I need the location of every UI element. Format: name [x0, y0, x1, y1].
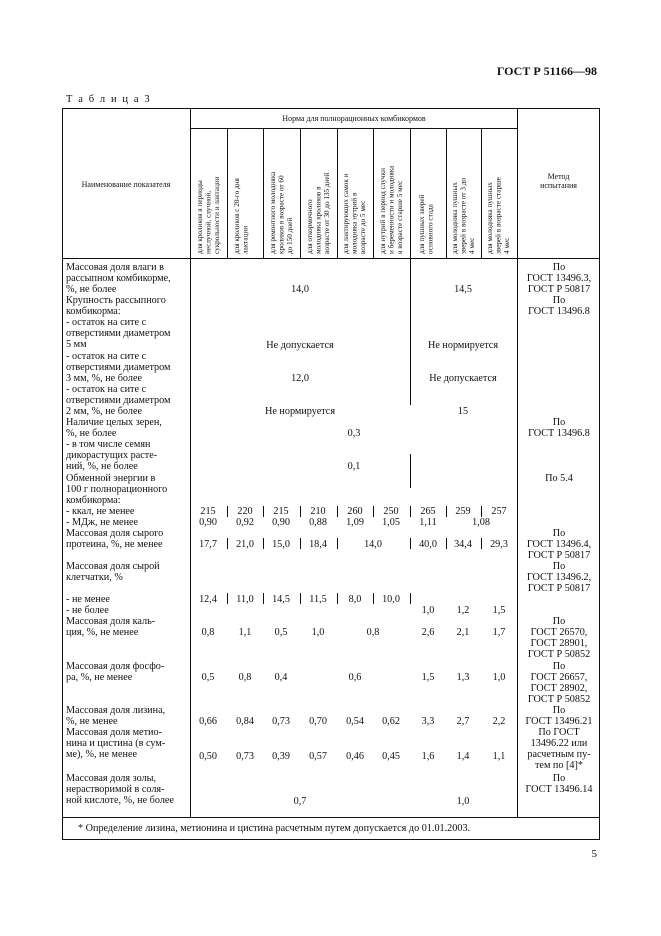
value-separator — [446, 538, 447, 549]
row-name: Массовая доля лизина, %, не менее — [66, 705, 166, 728]
mj-value: 1,11 — [419, 517, 437, 528]
row-name: - ккал, не менее — [66, 506, 135, 517]
group-rule — [446, 128, 447, 258]
kcal-value: 220 — [237, 506, 253, 517]
value-separator — [227, 593, 228, 604]
fiber-min-value: 10,0 — [382, 594, 400, 605]
document-code: ГОСТ Р 51166—98 — [496, 64, 597, 78]
method-cell: По 5.4 — [545, 473, 573, 484]
kcal-value: 265 — [420, 506, 436, 517]
fiber-min-value: 12,4 — [199, 594, 217, 605]
kcal-value: 210 — [310, 506, 326, 517]
wild-seeds-value: 0,1 — [347, 461, 361, 472]
value-separator — [263, 506, 264, 517]
protein-value: 14,0 — [364, 539, 382, 550]
method-cell: По ГОСТ 13496.21 — [525, 705, 593, 728]
sieve2-value: 15 — [457, 406, 469, 417]
method-cell: По ГОСТ 13496.8 — [528, 417, 590, 440]
sieve5-value: Не допускается — [266, 340, 334, 351]
value-separator — [263, 538, 264, 549]
page-number: 5 — [591, 848, 597, 860]
lysine-value: 0,73 — [272, 716, 290, 727]
row-name: Массовая доля каль- ция, %, не менее — [66, 616, 156, 639]
method-col-rule — [517, 108, 518, 817]
value-separator — [337, 593, 338, 604]
moisture-value: 14,5 — [454, 284, 472, 295]
group-header: для лактирующих самок и молодняка нутрий в возрасте до 5 мес — [342, 173, 368, 254]
calcium-value: 1,7 — [492, 627, 506, 638]
method-cell: По ГОСТ 13496.3, ГОСТ Р 50817 — [526, 262, 592, 296]
method-cell: По ГОСТ 13496.14 — [525, 773, 593, 796]
protein-value: 18,4 — [309, 539, 327, 550]
mj-value: 1,08 — [472, 517, 490, 528]
protein-value: 15,0 — [272, 539, 290, 550]
fiber-max-value: 1,5 — [492, 605, 506, 616]
group-divider — [410, 454, 411, 488]
row-name: Наличие целых зерен, %, не более — [66, 417, 162, 440]
calcium-value: 1,0 — [311, 627, 325, 638]
method-cell: По ГОСТ 26570, ГОСТ 28901, ГОСТ Р 50852 — [527, 616, 591, 661]
methionine-value: 1,1 — [492, 751, 506, 762]
group-divider — [410, 259, 411, 405]
row-name: Массовая доля фосфо- ра, %, не менее — [66, 661, 165, 684]
whole-grains-value: 0,3 — [347, 428, 361, 439]
row-name: - не более — [66, 605, 109, 616]
phosphorus-value: 0,4 — [274, 672, 288, 683]
mj-value: 0,90 — [199, 517, 217, 528]
value-separator — [263, 593, 264, 604]
calcium-value: 0,5 — [274, 627, 288, 638]
row-name: - не менее — [66, 594, 110, 605]
table-footnote: * Определение лизина, метионина и цистина расчетным путем допускается до 01.01.2003. — [78, 823, 471, 834]
kcal-value: 260 — [347, 506, 363, 517]
fiber-max-value: 1,2 — [456, 605, 470, 616]
value-separator — [410, 506, 411, 517]
methionine-value: 0,46 — [346, 751, 364, 762]
sieve3-value: 12,0 — [291, 373, 309, 384]
phosphorus-value: 1,5 — [421, 672, 435, 683]
value-separator — [300, 506, 301, 517]
mj-value: 0,88 — [309, 517, 327, 528]
row-name: Массовая доля метио- нина и цистина (в сум- ме), %, не менее — [66, 727, 166, 761]
row-name: Массовая доля золы, нерастворимой в соля- ной кислоте, %, не более — [66, 773, 174, 807]
method-cell: По ГОСТ 13496.22 или расчетным пу- тем по [4]* — [527, 727, 591, 772]
row-name: Массовая доля сырой клетчатки, % — [66, 561, 160, 584]
value-separator — [373, 506, 374, 517]
row-name: - МДж, не менее — [66, 517, 139, 528]
methionine-value: 0,73 — [236, 751, 254, 762]
row-name: - остаток на сите с отверстиями диаметром 5 мм — [66, 317, 171, 351]
value-separator — [410, 593, 411, 604]
methionine-value: 1,6 — [421, 751, 435, 762]
mj-value: 0,92 — [236, 517, 254, 528]
mj-value: 1,09 — [346, 517, 364, 528]
ash-value: 0,7 — [293, 796, 307, 807]
method-cell: По ГОСТ 13496.4, ГОСТ Р 50817 — [526, 528, 592, 562]
row-name: - остаток на сите с отверстиями диаметром 2 мм, %, не более — [66, 384, 171, 418]
methionine-value: 0,57 — [309, 751, 327, 762]
protein-value: 21,0 — [236, 539, 254, 550]
calcium-value: 2,1 — [456, 627, 470, 638]
sieve3-value: Не допускается — [429, 373, 497, 384]
header-bottom-rule — [62, 258, 600, 259]
row-name: Массовая доля сырого протеина, %, не менее — [66, 528, 164, 551]
lysine-value: 0,66 — [199, 716, 217, 727]
protein-value: 17,7 — [199, 539, 217, 550]
methionine-value: 0,45 — [382, 751, 400, 762]
value-separator — [410, 538, 411, 549]
kcal-value: 215 — [200, 506, 216, 517]
value-separator — [481, 506, 482, 517]
value-separator — [337, 538, 338, 549]
fiber-max-value: 1,0 — [421, 605, 435, 616]
footnote-rule — [62, 817, 600, 818]
value-separator — [481, 538, 482, 549]
mj-value: 0,90 — [272, 517, 290, 528]
fiber-min-value: 14,5 — [272, 594, 290, 605]
ash-value: 1,0 — [456, 796, 470, 807]
norm-header-rule — [190, 128, 518, 129]
row-name: Массовая доля влаги в рассыпном комбикорме, %, не более — [66, 262, 171, 296]
value-separator — [300, 538, 301, 549]
sieve5-value: Не нормируется — [427, 340, 499, 351]
value-separator — [227, 506, 228, 517]
name-col-rule — [190, 108, 191, 817]
method-cell: По ГОСТ 13496.2, ГОСТ Р 50817 — [526, 561, 592, 595]
methionine-value: 1,4 — [456, 751, 470, 762]
methionine-value: 0,50 — [199, 751, 217, 762]
row-name: - остаток на сите с отверстиями диаметром 3 мм, %, не более — [66, 351, 171, 385]
group-rule — [337, 128, 338, 258]
value-separator — [446, 506, 447, 517]
fiber-min-value: 11,0 — [236, 594, 254, 605]
lysine-value: 3,3 — [421, 716, 435, 727]
protein-value: 40,0 — [419, 539, 437, 550]
kcal-value: 259 — [455, 506, 471, 517]
lysine-value: 2,2 — [492, 716, 506, 727]
name-column-header: Наименование показателя — [81, 180, 171, 189]
phosphorus-value: 0,8 — [238, 672, 252, 683]
calcium-value: 2,6 — [421, 627, 435, 638]
group-rule — [410, 128, 411, 258]
row-name: Обменной энергии в 100 г полнорационного комбикорма: — [66, 473, 168, 507]
fiber-min-value: 11,5 — [309, 594, 327, 605]
value-separator — [300, 593, 301, 604]
moisture-value: 14,0 — [291, 284, 309, 295]
mj-value: 1,05 — [382, 517, 400, 528]
lysine-value: 0,62 — [382, 716, 400, 727]
group-header: для молодняка пушных зверей в возрасте от 3 до 4 мес — [451, 178, 477, 254]
group-rule — [263, 128, 264, 258]
method-column-header: Метод испытания — [540, 172, 577, 190]
phosphorus-value: 0,6 — [348, 672, 362, 683]
phosphorus-value: 1,3 — [456, 672, 470, 683]
group-header: для откормочного молодняка кроликов в возрасте от 30 до 135 дней — [306, 172, 332, 254]
fiber-min-value: 8,0 — [348, 594, 362, 605]
group-header: для ремонтного молодняка кроликов в возрасте от 60 до 150 дней — [269, 171, 295, 254]
group-header: для пушных зверей основного стада — [418, 194, 435, 254]
value-separator — [373, 593, 374, 604]
lysine-value: 0,84 — [236, 716, 254, 727]
group-rule — [227, 128, 228, 258]
group-header: для молодняка пушных зверей в возрасте старше 4 мес — [486, 177, 512, 254]
group-header: для кроликов в периоды неслучной, случной, сукрольности и лактации — [196, 176, 222, 254]
kcal-value: 250 — [383, 506, 399, 517]
lysine-value: 0,54 — [346, 716, 364, 727]
table-title: Т а б л и ц а 3 — [66, 94, 152, 105]
group-rule — [373, 128, 374, 258]
kcal-value: 215 — [273, 506, 289, 517]
lysine-value: 0,70 — [309, 716, 327, 727]
group-header: для кроликов с 20-го дня лактации — [233, 178, 250, 254]
calcium-value: 0,8 — [366, 627, 380, 638]
row-name: - в том числе семян дикорастущих расте- ний, %, не более — [66, 439, 158, 473]
method-cell: По ГОСТ 13496.8 — [528, 295, 590, 318]
protein-value: 29,3 — [490, 539, 508, 550]
method-cell: По ГОСТ 26657, ГОСТ 28902, ГОСТ Р 50852 — [527, 661, 591, 706]
sieve2-value: Не нормируется — [264, 406, 336, 417]
value-separator — [337, 506, 338, 517]
kcal-value: 257 — [491, 506, 507, 517]
phosphorus-value: 1,0 — [492, 672, 506, 683]
lysine-value: 2,7 — [456, 716, 470, 727]
protein-value: 34,4 — [454, 539, 472, 550]
group-rule — [481, 128, 482, 258]
value-separator — [227, 538, 228, 549]
row-name: Крупность рассыпного комбикорма: — [66, 295, 166, 318]
calcium-value: 0,8 — [201, 627, 215, 638]
group-rule — [300, 128, 301, 258]
group-header: для нутрий в период случки и беременности и молодняка в возрасте старше 5 мес — [379, 165, 405, 254]
methionine-value: 0,39 — [272, 751, 290, 762]
calcium-value: 1,1 — [238, 627, 252, 638]
norm-column-header: Норма для полнорационных комбикормов — [282, 114, 426, 123]
phosphorus-value: 0,5 — [201, 672, 215, 683]
